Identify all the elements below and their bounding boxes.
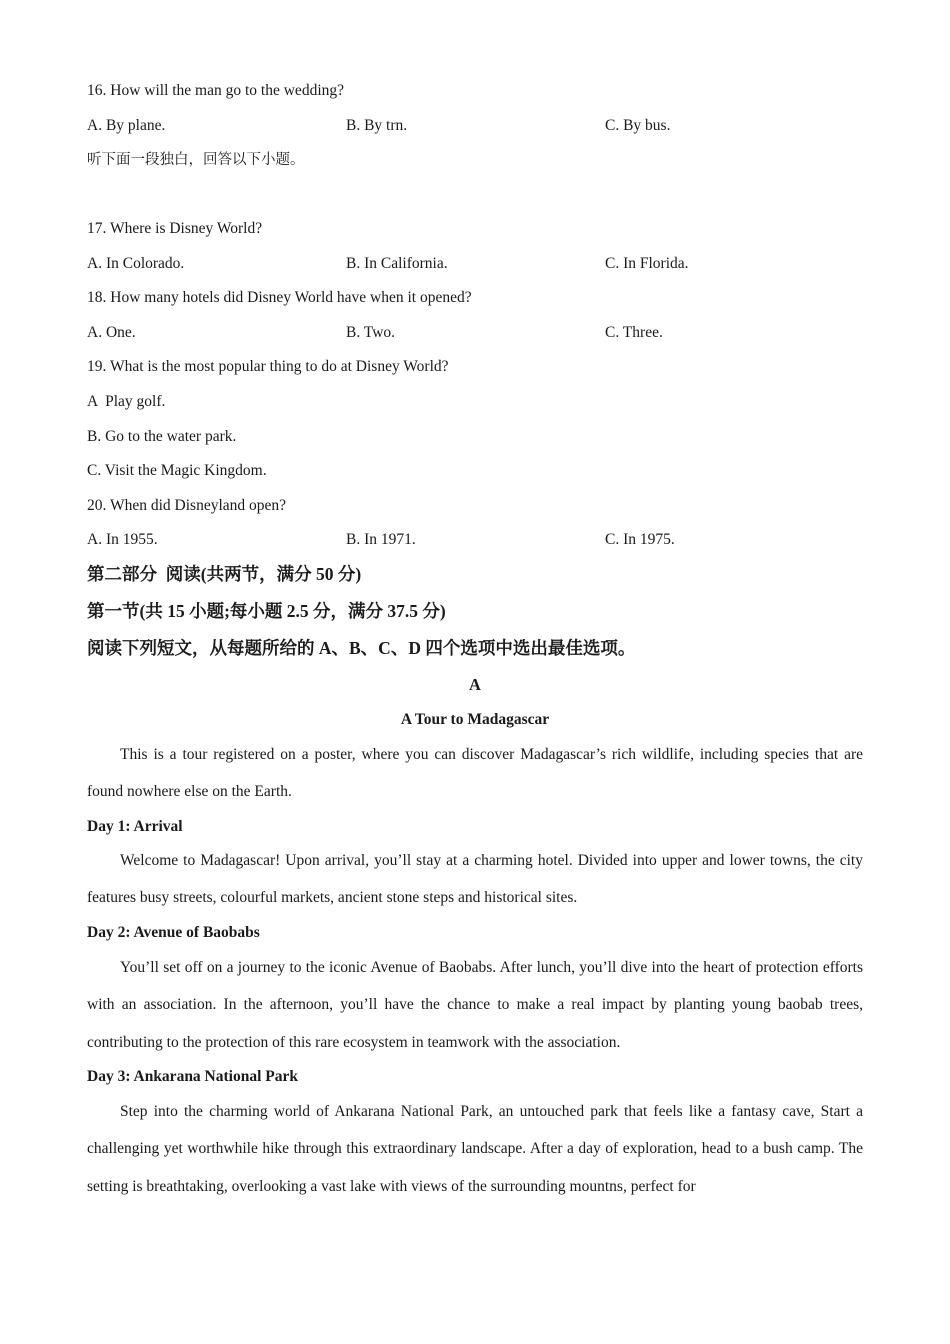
option-17-b: B. In California. (346, 255, 448, 272)
passage-intro: This is a tour registered on a poster, where you can discover Madagascar’s rich wildlife, including species that are found nowhere else on the Earth. (87, 746, 863, 801)
option-16-b: B. By trn. (346, 117, 408, 134)
section-one-title: 第一节(共 15 小题;每小题 2.5 分，满分 37.5 分) (87, 601, 446, 621)
option-17-a: A. In Colorado. (87, 255, 185, 272)
options-20 (87, 530, 863, 550)
day1-text: Welcome to Madagascar! Upon arrival, you’ll stay at a charming hotel. Divided into upper and lower towns, the city features busy streets, colourful markets, ancient stone steps and historical sites. (87, 852, 863, 907)
question-19: 19. What is the most popular thing to do at Disney World? (87, 358, 449, 375)
day2-text: You’ll set off on a journey to the iconic Avenue of Baobabs. After lunch, you’ll dive into the heart of protection efforts with an association. In the afternoon, you’ll have the chance to make a real impact by planting young baobab trees, contributing to the protection of this rare ecosystem in teamwork with the association. (87, 959, 863, 1051)
options-16 (87, 116, 863, 136)
option-20-b: B. In 1971. (346, 531, 416, 548)
options-17 (87, 254, 863, 274)
question-18: 18. How many hotels did Disney World have when it opened? (87, 289, 472, 306)
option-19-c: C. Visit the Magic Kingdom. (87, 462, 267, 479)
question-16: 16. How will the man go to the wedding? (87, 82, 344, 99)
passage-label: A (469, 675, 481, 694)
option-20-c: C. In 1975. (605, 531, 675, 548)
question-17: 17. Where is Disney World? (87, 220, 263, 237)
option-16-a: A. By plane. (87, 117, 166, 134)
option-16-c: C. By bus. (605, 117, 671, 134)
day3-heading: Day 3: Ankarana National Park (87, 1068, 298, 1085)
part-two-title: 第二部分 阅读(共两节，满分 50 分) (87, 564, 362, 584)
option-18-c: C. Three. (605, 324, 663, 341)
option-19-a: A Play golf. (87, 393, 166, 410)
passage-title: A Tour to Madagascar (400, 711, 550, 728)
option-20-a: A. In 1955. (87, 531, 158, 548)
option-18-a: A. One. (87, 324, 136, 341)
question-20: 20. When did Disneyland open? (87, 497, 287, 514)
day1-heading: Day 1: Arrival (87, 818, 183, 835)
options-18 (87, 323, 863, 343)
option-17-c: C. In Florida. (605, 255, 689, 272)
option-18-b: B. Two. (346, 324, 396, 341)
reading-directions: 阅读下列短文，从每题所给的 A、B、C、D 四个选项中选出最佳选项。 (87, 638, 636, 658)
option-19-b: B. Go to the water park. (87, 428, 237, 445)
day2-heading: Day 2: Avenue of Baobabs (87, 924, 260, 941)
monologue-instruction: 听下面一段独白，回答以下小题。 (87, 152, 305, 168)
day3-text: Step into the charming world of Ankarana National Park, an untouched park that feels like a fantasy cave, Start a challenging yet worthwhile hike through this extraordinary landscape. After a day of exploration, head to a bush camp. The setting is breathtaking, overlooking a vast lake with views of the surrounding mountns, perfect for (87, 1103, 863, 1195)
